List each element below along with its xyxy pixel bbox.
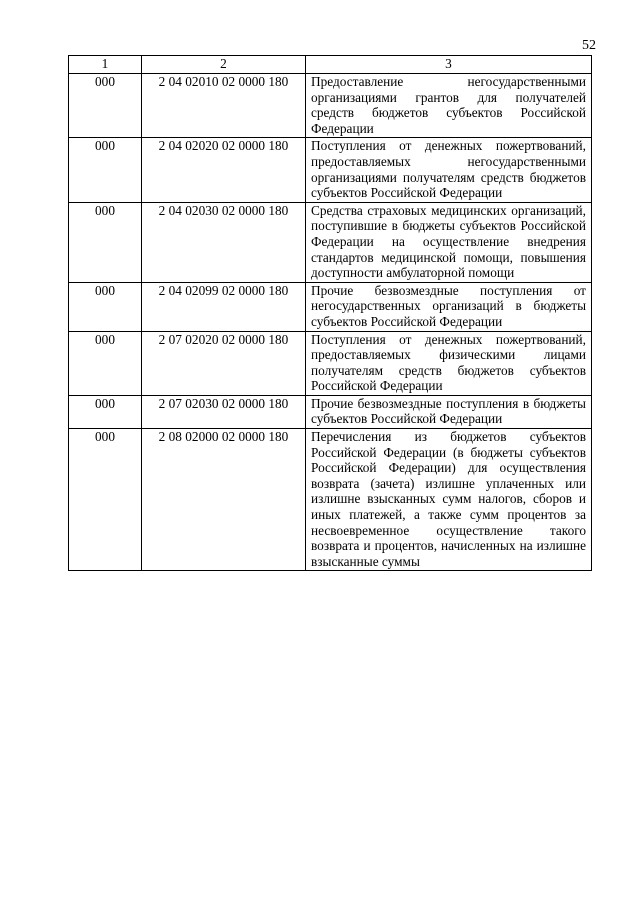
income-name-cell: Прочие безвозмездные поступления от негосударственных организаций в бюджеты субъектов Российской Федерации [306, 282, 592, 331]
income-name-cell: Предоставление негосударственными организациями грантов для получателей средств бюджетов субъектов Российской Федерации [306, 74, 592, 138]
admin-code-cell: 000 [69, 202, 142, 282]
admin-code-cell: 000 [69, 429, 142, 571]
budget-code-cell: 2 07 02020 02 0000 180 [142, 331, 306, 395]
column-header-3: 3 [306, 56, 592, 74]
income-name-cell: Поступления от денежных пожертвований, предоставляемых физическими лицами получателям средств бюджетов субъектов Российской Федерации [306, 331, 592, 395]
table-row [69, 395, 592, 428]
budget-code-cell: 2 07 02030 02 0000 180 [142, 395, 306, 428]
budget-code-cell: 2 08 02000 02 0000 180 [142, 429, 306, 571]
budget-code-cell: 2 04 02030 02 0000 180 [142, 202, 306, 282]
income-name-cell: Средства страховых медицинских организаций, поступившие в бюджеты субъектов Российской Федерации на осуществление внедрения стандартов медицинской помощи, повышения доступности амбулаторной помощи [306, 202, 592, 282]
admin-code-cell: 000 [69, 282, 142, 331]
column-header-1: 1 [69, 56, 142, 74]
income-name-cell: Перечисления из бюджетов субъектов Российской Федерации (в бюджеты субъектов Российской Федерации) для осуществления возврата (зачета) излишне уплаченных или излишне взысканных сумм налогов, сборов и иных платежей, а также сумм процентов за несвоевременное осуществление такого возврата и процентов, начисленных на излишне взысканные суммы [306, 429, 592, 571]
admin-code-cell: 000 [69, 74, 142, 138]
table-row [69, 74, 592, 138]
page-number: 52 [582, 38, 596, 53]
budget-code-cell: 2 04 02010 02 0000 180 [142, 74, 306, 138]
budget-code-cell: 2 04 02099 02 0000 180 [142, 282, 306, 331]
table-row [69, 138, 592, 202]
table-header-row [69, 56, 592, 74]
income-name-cell: Поступления от денежных пожертвований, предоставляемых негосударственными организациями получателям средств бюджетов субъектов Российской Федерации [306, 138, 592, 202]
column-header-2: 2 [142, 56, 306, 74]
budget-code-cell: 2 04 02020 02 0000 180 [142, 138, 306, 202]
admin-code-cell: 000 [69, 395, 142, 428]
income-name-cell: Прочие безвозмездные поступления в бюджеты субъектов Российской Федерации [306, 395, 592, 428]
budget-codes-table [68, 55, 592, 571]
table-row [69, 429, 592, 571]
table-row [69, 202, 592, 282]
table-row [69, 331, 592, 395]
table-row [69, 282, 592, 331]
admin-code-cell: 000 [69, 331, 142, 395]
admin-code-cell: 000 [69, 138, 142, 202]
